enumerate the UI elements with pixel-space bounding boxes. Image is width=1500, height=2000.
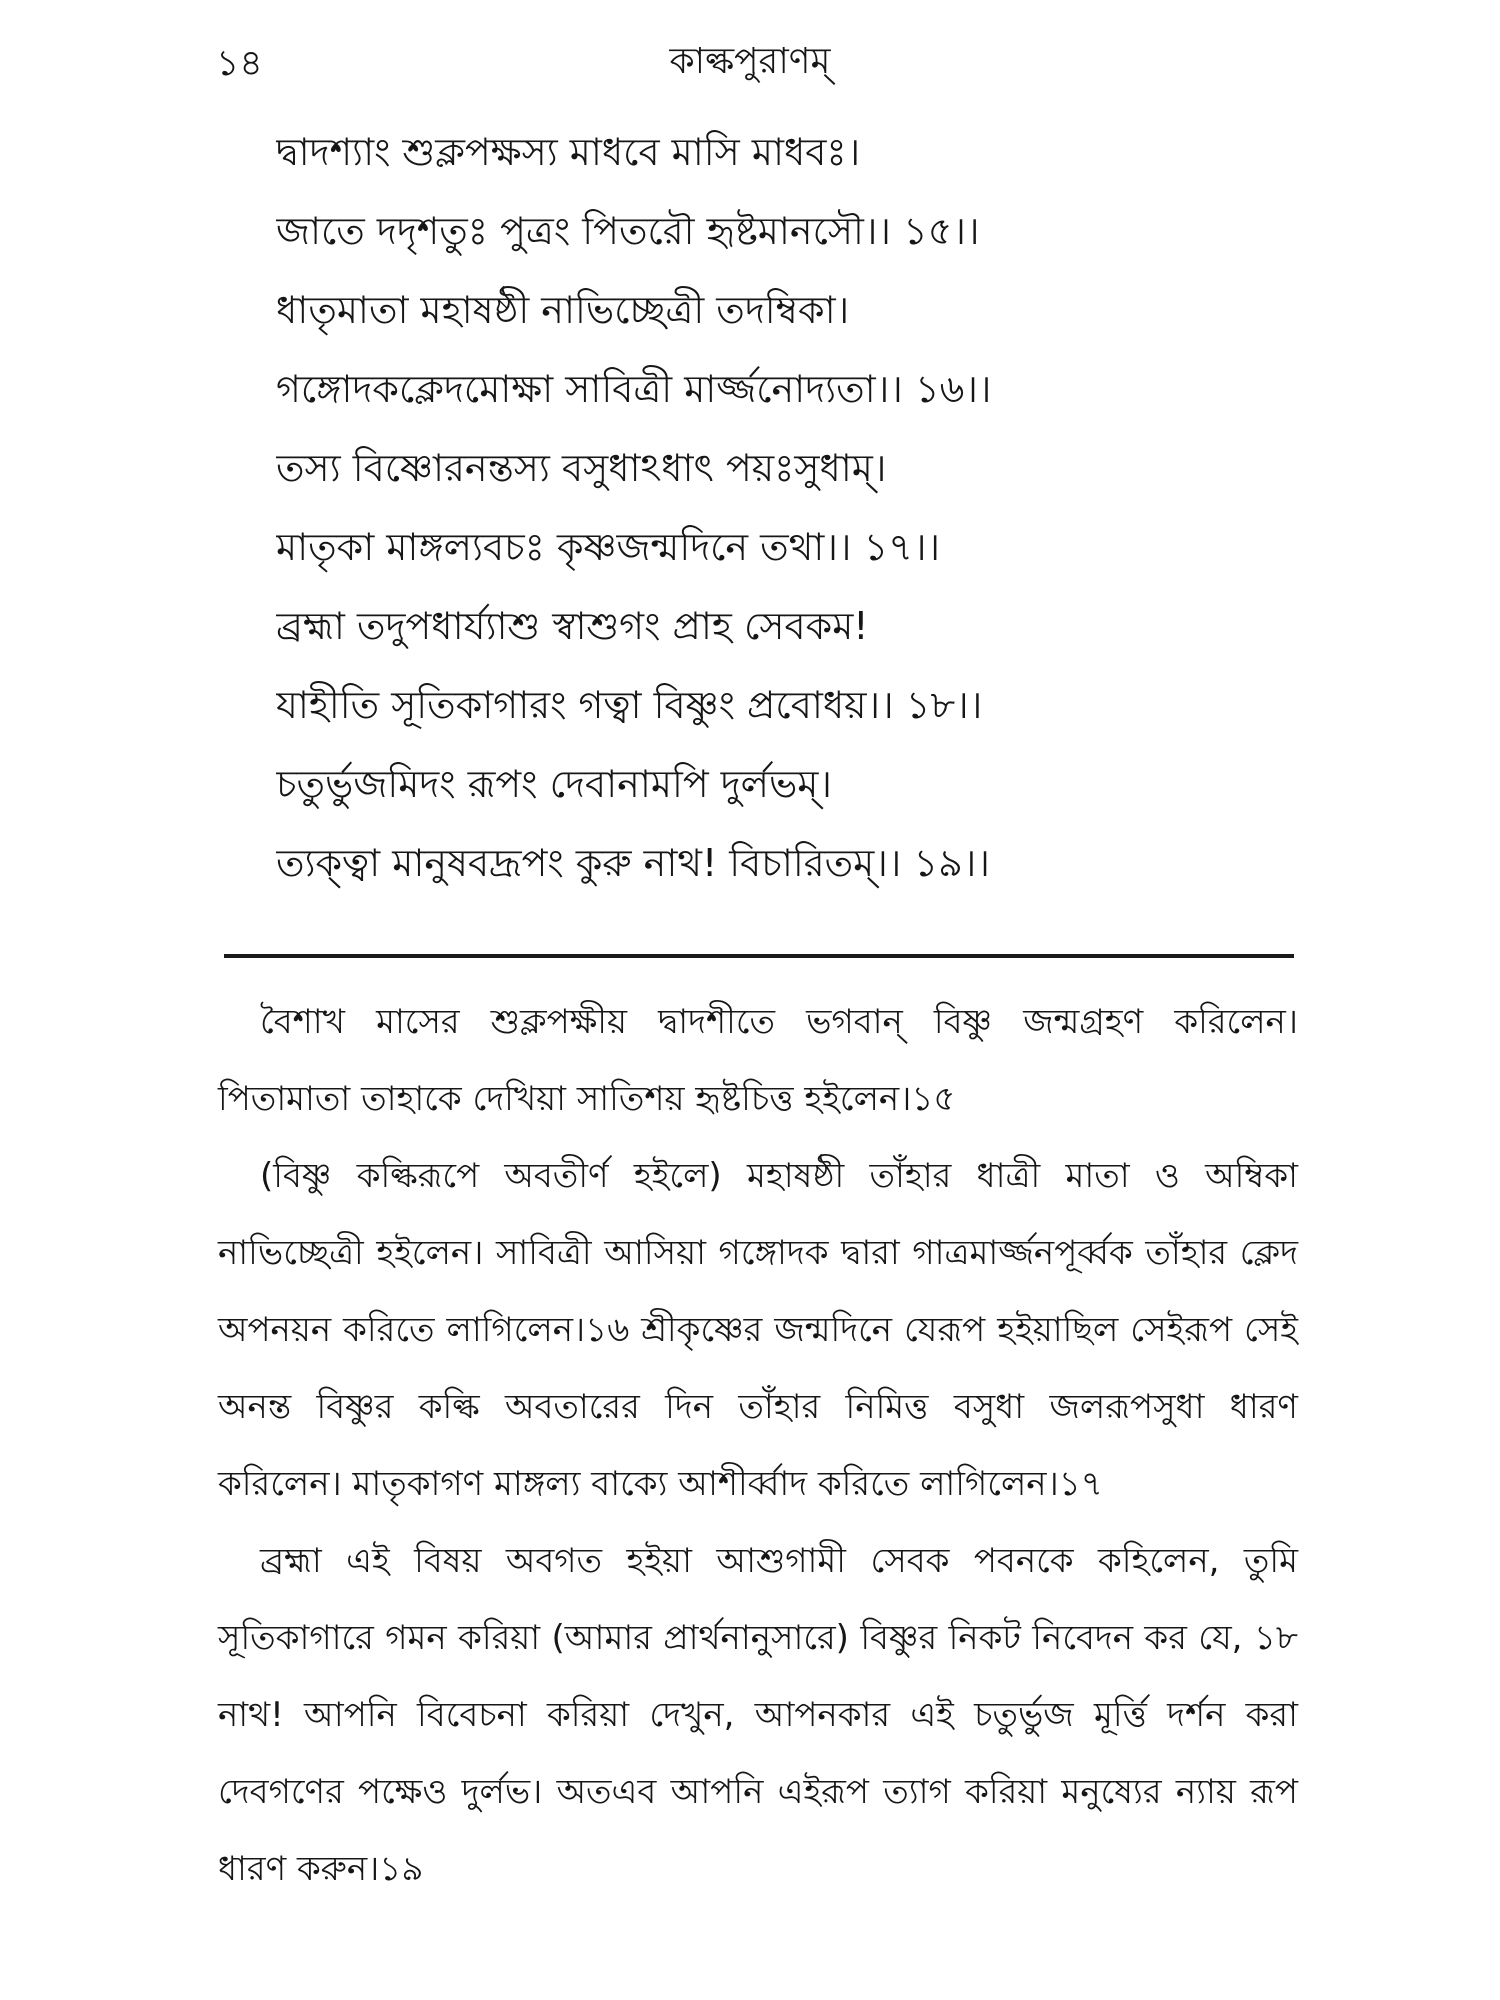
translation-paragraph: (বিষ্ণু কল্কিরূপে অবতীর্ণ হইলে) মহাষষ্ঠী তাঁহার ধাত্রী মাতা ও অম্বিকা নাভিচ্ছেত্রী হইলেন। সাবিত্রী আসিয়া গঙ্গোদক দ্বারা গাত্রমার্জ্জনপূর্ব্বক তাঁহার ক্লেদ অপনয়ন করিতে লাগিলেন।১৬ শ্রীকৃষ্ণের জন্মদিনে যেরূপ হইয়াছিল সেইরূপ সেই অনন্ত বিষ্ণুর কল্কি অবতারের দিন তাঁহার নিমিত্ত বসুধা জলরূপসুধা ধারণ করিলেন। মাতৃকাগণ মাঙ্গল্য বাক্যে আশীর্ব্বাদ করিতে লাগিলেন।১৭ [218,1156,1298,1504]
section-divider [224,954,1294,958]
verse-line: জাতে দদৃশতুঃ পুত্রং পিতরৌ হৃষ্টমানসৌ।। ১৫।। [276,209,980,253]
translation-paragraph: বৈশাখ মাসের শুক্লপক্ষীয় দ্বাদশীতে ভগবান্ বিষ্ণু জন্মগ্রহণ করিলেন। পিতামাতা তাহাকে দেখিয়া সাতিশয় হৃষ্টচিত্ত হইলেন।১৫ [218,1002,1298,1119]
translation-block [218,984,1298,1908]
verse-line: ব্রহ্মা তদুপধার্য্যাশু স্বাশুগং প্রাহ সেবকম! [276,604,869,648]
verse-block [276,113,1306,903]
verse-line: গঙ্গোদকক্লেদমোক্ষা সাবিত্রী মার্জ্জনোদ্যতা।। ১৬।। [276,367,992,411]
verse-line: ত্যক্ত্বা মানুষবদ্রূপং কুরু নাথ! বিচারিতম্।। ১৯।। [276,841,990,885]
running-head-title: কাল্কপুরাণম্ [669,41,831,82]
verse-line: মাতৃকা মাঙ্গল্যবচঃ কৃষ্ণজন্মদিনে তথা।। ১৭।। [276,525,941,569]
verse-line: ধাতৃমাতা মহাষষ্ঠী নাভিচ্ছেত্রী তদম্বিকা। [276,288,850,332]
verse-line: যাহীতি সূতিকাগারং গত্বা বিষ্ণুং প্রবোধয়।। ১৮।। [276,683,983,727]
translation-paragraph: ব্রহ্মা এই বিষয় অবগত হইয়া আশুগামী সেবক পবনকে কহিলেন, তুমি সূতিকাগারে গমন করিয়া (আমার প্রার্থনানুসারে) বিষ্ণুর নিকট নিবেদন কর যে, ১৮ নাথ! আপনি বিবেচনা করিয়া দেখুন, আপনকার এই চতুর্ভুজ মূর্ত্তি দর্শন করা দেবগণের পক্ষেও দুর্লভ। অতএব আপনি এইরূপ ত্যাগ করিয়া মনুষ্যের ন্যায় রূপ ধারণ করুন।১৯ [218,1541,1298,1889]
page-number: ১৪ [216,43,263,84]
verse-line: দ্বাদশ্যাং শুক্লপক্ষস্য মাধবে মাসি মাধবঃ। [276,130,861,174]
verse-line: তস্য বিষ্ণোরনন্তস্য বসুধাঽধাৎ পয়ঃসুধাম্। [276,446,887,490]
verse-line: চতুর্ভুজমিদং রূপং দেবানামপি দুর্লভম্। [276,762,832,806]
